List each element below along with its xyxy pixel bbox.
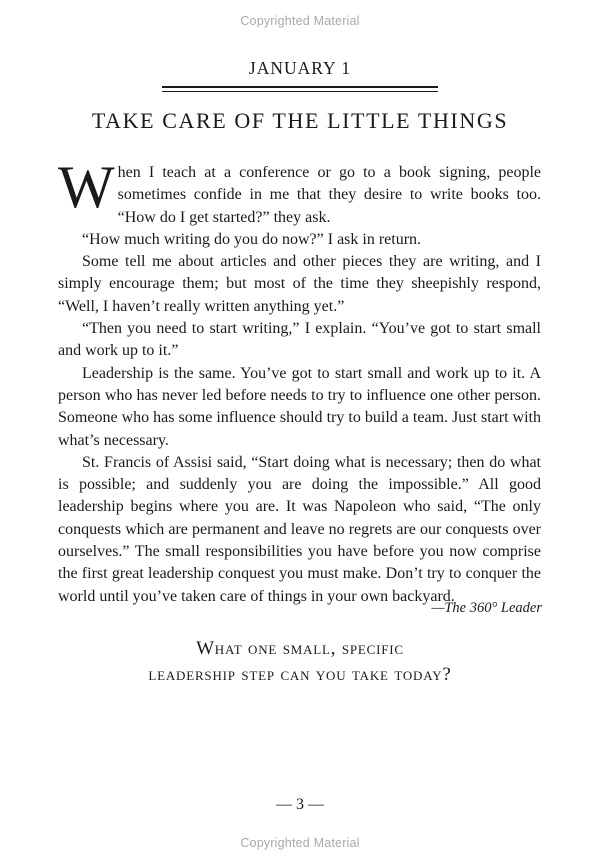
question-line-1: What one small, specific: [196, 638, 404, 659]
paragraph-6: St. Francis of Assisi said, “Start doing what is necessary; then do what is possible; and suddenly you are doing the impossible.” All good leadership begins where you are. It was Napoleon who said, “The only conquests which are permanent and leave no regrets are our conquests over ourselves.” The small responsibilities you have before you now comprise the first great leadership conquest you must make. Don’t try to conquer the world until you’ve taken care of things in your own backyard.: [58, 453, 541, 605]
paragraph-2: “How much writing do you do now?” I ask in return.: [82, 230, 422, 248]
paragraph-3: Some tell me about articles and other pieces they are writing, and I simply encourage them; but most of the time they sheepishly respond, “Well, I haven’t really written anything yet.”: [58, 253, 541, 315]
heading-rule: [162, 86, 438, 92]
paragraph-1-text: hen I teach at a conference or go to a book signing, people sometimes confide in me that they desire to write books too. “How do I get started?” they ask.: [117, 164, 541, 226]
reflection-question: [0, 636, 600, 688]
body-text: [58, 154, 541, 608]
drop-cap: W: [58, 154, 115, 220]
paragraph-4: “Then you need to start writing,” I explain. “You’ve got to start small and work up to it.”: [58, 320, 541, 360]
paragraph-5: Leadership is the same. You’ve got to start small and work up to it. A person who has never led before needs to try to influence one other person. Someone who has some influence should try to build a team. Just start with what’s necessary.: [58, 364, 541, 449]
copyright-watermark-bottom: Copyrighted Material: [240, 836, 360, 850]
attribution: —The 360° Leader: [431, 600, 542, 616]
heading-rule-thick: [162, 86, 438, 88]
page-title: TAKE CARE OF THE LITTLE THINGS: [91, 108, 509, 133]
heading-rule-thin: [162, 91, 438, 92]
question-line-2: leadership step can you take today?: [148, 664, 452, 685]
page-number: — 3 —: [276, 796, 324, 813]
paragraph-1: [58, 154, 541, 229]
date-heading: JANUARY 1: [248, 58, 352, 78]
copyright-watermark-top: Copyrighted Material: [240, 14, 360, 28]
